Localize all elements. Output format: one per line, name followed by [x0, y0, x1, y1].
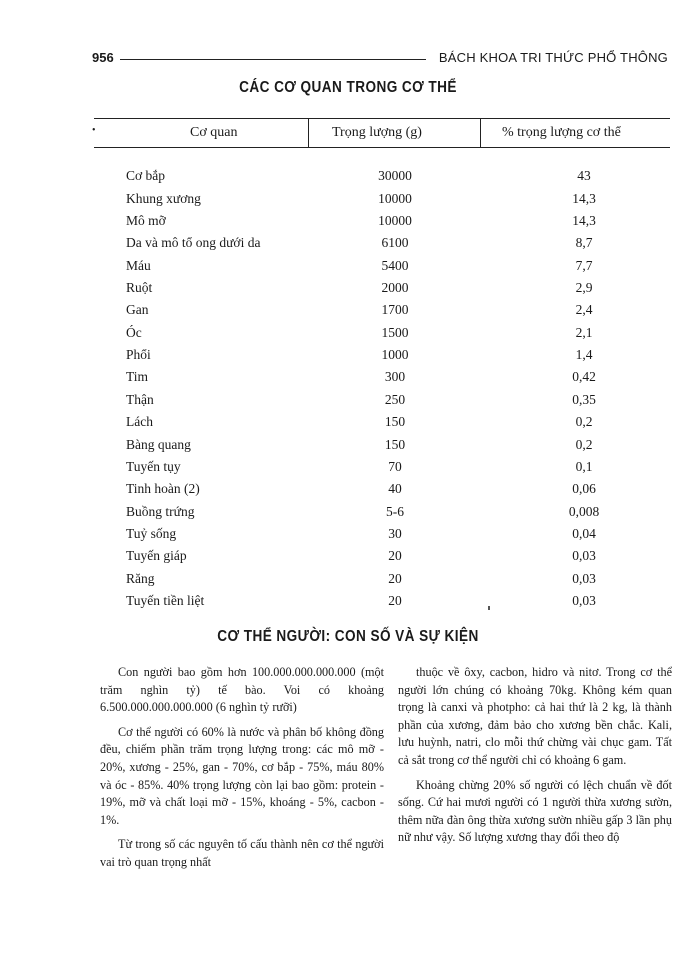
table-row: [94, 523, 670, 545]
organ-name: Da và mô tổ ong dưới da: [126, 235, 261, 250]
organ-name: Tuyến tụy: [126, 459, 181, 474]
organ-weight: 1000: [381, 347, 409, 362]
organ-percent: 0,06: [572, 481, 596, 496]
organ-name: Tuyến tiền liệt: [126, 593, 205, 608]
organ-percent: 0,03: [572, 571, 596, 586]
organ-weight: 10000: [378, 191, 412, 206]
organ-name: Máu: [126, 258, 151, 273]
organ-name: Gan: [126, 302, 149, 317]
organ-weight: 40: [388, 481, 402, 496]
organ-percent: 43: [577, 168, 591, 183]
organ-name: Thận: [126, 392, 154, 407]
table-row: [94, 434, 670, 456]
table-row: [94, 277, 670, 299]
organ-name: Tinh hoàn (2): [126, 481, 200, 496]
page-number: 956: [92, 50, 114, 65]
organ-percent: 0,04: [572, 526, 596, 541]
organ-percent: 7,7: [575, 258, 593, 273]
organ-weight: 6100: [381, 235, 409, 250]
organ-weight: 30: [388, 526, 402, 541]
organ-percent: 0,35: [572, 392, 596, 407]
organ-name: Tuyến giáp: [126, 548, 187, 563]
organ-percent: 0,1: [575, 459, 593, 474]
header-weight: Trọng lượng (g): [332, 125, 422, 140]
header-organ: Cơ quan: [190, 125, 238, 140]
body-paragraph: Con người bao gồm hơn 100.000.000.000.000 (một trăm nghìn tỷ) tế bào. Voi có khoảng 6.500.000.000.000.000 (6 nghìn tỷ rưỡi): [100, 665, 384, 715]
organ-percent: 2,4: [575, 302, 593, 317]
organ-name: Cơ bắp: [126, 168, 166, 183]
organ-percent: 0,008: [568, 504, 600, 519]
table-row: [94, 188, 670, 210]
section-title-organs: CÁC CƠ QUAN TRONG CƠ THỂ: [239, 79, 457, 96]
organ-name: Ruột: [126, 280, 153, 295]
table-row: [94, 232, 670, 254]
organ-percent: 1,4: [575, 347, 593, 362]
table-row: [94, 255, 670, 277]
organ-weight: 250: [384, 392, 406, 407]
organ-percent: 0,2: [575, 414, 593, 429]
organ-name: Phổi: [126, 347, 151, 362]
left-column: [100, 664, 384, 879]
header-percent: % trọng lượng cơ thể: [502, 125, 621, 140]
organ-percent: 2,9: [575, 280, 593, 295]
organ-weight: 5-6: [386, 504, 404, 519]
page-header: [92, 48, 668, 68]
table-row: [94, 322, 670, 344]
organ-percent: 2,1: [575, 325, 593, 340]
table-row: [94, 389, 670, 411]
table-row: [94, 366, 670, 388]
organ-percent: 8,7: [575, 235, 593, 250]
organ-name: Óc: [126, 325, 142, 340]
organ-weight: 10000: [378, 213, 412, 228]
table-row: [94, 478, 670, 500]
body-paragraph: Khoảng chừng 20% số người có lệch chuẩn về đốt sống. Cứ hai mươi người có 1 người thừa xương sườn, thêm nữa đàn ông thừa xương sườn nhiều gấp 3 lần phụ nữ như vậy. Số lượng xương thay đổi theo độ: [398, 777, 672, 845]
organ-weight: 2000: [381, 280, 409, 295]
organ-weight: 150: [384, 414, 406, 429]
body-paragraph: Cơ thể người có 60% là nước và phân bố không đồng đều, chiếm phần trăm trọng lượng trong: các mô mỡ - 20%, xương - 25%, gan - 70%, cơ bắp - 75%, máu 80% và óc - 85%. 40% trọng lượng còn lại bao gồm: protein - 19%, mỡ và chất loại mỡ - 15%, khoáng - 5%, cacbon - 1%.: [100, 724, 384, 827]
body-paragraph: thuộc về ôxy, cacbon, hidro và nitơ. Trong cơ thể người lớn chúng có khoảng 70kg. Không kém quan trọng là canxi và photpho: cả hai thứ là 2 kg, là thành phần của xương, đảm bảo cho xương bền chắc. Kali, lưu huỳnh, natri, clo mỗi thứ chừng vài chục gam. Tất cả sắt trong cơ thể người chỉ có khoảng 6 gam.: [398, 665, 672, 767]
table-row: [94, 568, 670, 590]
organ-weight: 20: [388, 548, 402, 563]
header-divider: [308, 119, 309, 147]
section-title-facts: CƠ THỂ NGƯỜI: CON SỐ VÀ SỰ KIỆN: [217, 628, 479, 645]
organ-name: Mô mỡ: [126, 213, 166, 228]
running-title: BÁCH KHOA TRI THỨC PHỔ THÔNG: [438, 50, 668, 65]
organ-weight: 1500: [381, 325, 409, 340]
organ-percent: 0,42: [572, 369, 596, 384]
bullet-mark: •: [92, 125, 96, 136]
organ-weight: 30000: [378, 168, 412, 183]
table-row: [94, 210, 670, 232]
organ-weight: 5400: [381, 258, 409, 273]
table-row: [94, 165, 670, 187]
organ-weight: 20: [388, 571, 402, 586]
organ-percent: 14,3: [572, 213, 596, 228]
organ-name: Lách: [126, 414, 153, 429]
organ-weight: 20: [388, 593, 402, 608]
organ-table: [92, 118, 670, 608]
organ-weight: 150: [384, 437, 406, 452]
organ-name: Răng: [126, 571, 155, 586]
organ-name: Buồng trứng: [126, 504, 195, 519]
organ-percent: 0,03: [572, 548, 596, 563]
table-row: [94, 411, 670, 433]
header-divider: [480, 119, 481, 147]
table-row: [94, 344, 670, 366]
table-row: [94, 299, 670, 321]
table-row: [94, 456, 670, 478]
header-rule: [120, 59, 426, 60]
organ-percent: 0,03: [572, 593, 596, 608]
organ-name: Tim: [126, 369, 149, 384]
table-row: [94, 590, 670, 612]
organ-weight: 70: [388, 459, 402, 474]
organ-weight: 300: [384, 369, 406, 384]
body-paragraph: Từ trong số các nguyên tố cấu thành nên cơ thể người vai trò quan trọng nhất: [100, 837, 384, 869]
table-header: [94, 118, 670, 148]
organ-name: Tuỷ sống: [126, 526, 177, 541]
organ-percent: 14,3: [572, 191, 596, 206]
scan-mark: [488, 606, 490, 610]
organ-name: Khung xương: [126, 191, 201, 206]
right-column: [398, 664, 672, 854]
table-row: [94, 501, 670, 523]
organ-weight: 1700: [381, 302, 409, 317]
table-row: [94, 545, 670, 567]
organ-percent: 0,2: [575, 437, 593, 452]
organ-name: Bàng quang: [126, 437, 191, 452]
